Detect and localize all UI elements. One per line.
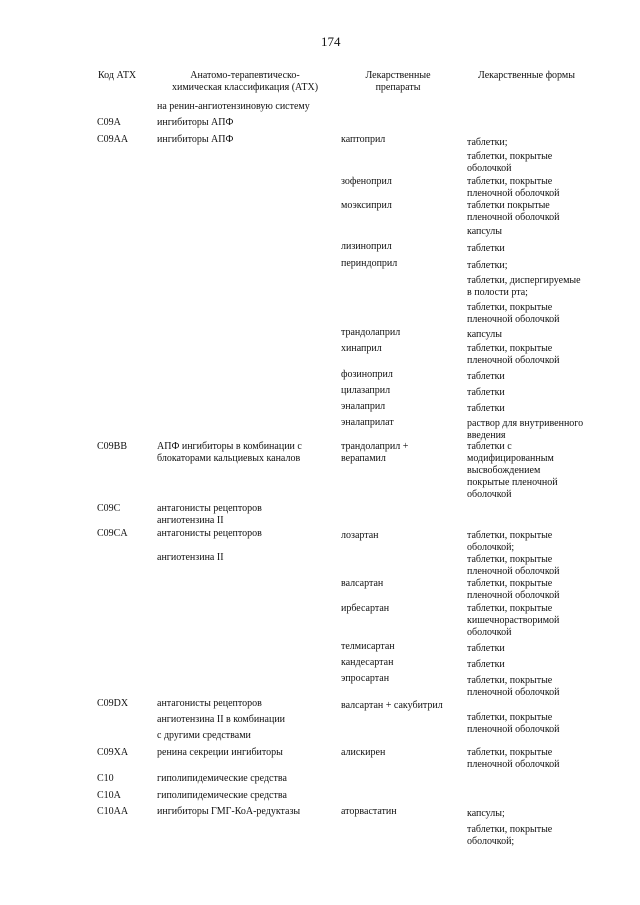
table-cell: хинаприл xyxy=(341,343,382,354)
header-drugs-line1: Лекарственные xyxy=(365,70,431,81)
table-cell: C10A xyxy=(97,790,121,801)
table-cell: таблетки xyxy=(467,659,505,670)
table-cell: ангиотензина II в комбинации xyxy=(157,714,286,725)
table-cell: таблетки xyxy=(467,371,505,382)
table-cell: валсартан xyxy=(341,578,384,589)
table-cell: таблетки, покрытые xyxy=(467,554,553,565)
table-cell: таблетки, покрытые xyxy=(467,578,553,589)
table-cell: валсартан + сакубитрил xyxy=(341,700,443,711)
table-cell: таблетки, покрытые xyxy=(467,176,553,187)
table-cell: оболочкой; xyxy=(467,542,515,553)
table-cell: эпросартан xyxy=(341,673,390,684)
table-cell: трандолаприл xyxy=(341,327,401,338)
table-cell: ангиотензина II xyxy=(157,515,224,526)
table-cell: алискирен xyxy=(341,747,386,758)
table-cell: пленочной оболочкой xyxy=(467,590,560,601)
table-cell: таблетки; xyxy=(467,260,508,271)
table-cell: C09BB xyxy=(97,441,128,452)
table-cell: оболочкой xyxy=(467,627,512,638)
table-cell: оболочкой xyxy=(467,489,512,500)
table-cell: таблетки xyxy=(467,387,505,398)
table-cell: лизиноприл xyxy=(341,241,392,252)
table-cell: оболочкой; xyxy=(467,836,515,847)
table-cell: таблетки xyxy=(467,403,505,414)
table-cell: таблетки, покрытые xyxy=(467,151,553,162)
table-cell: капсулы xyxy=(467,226,502,237)
table-cell: таблетки, покрытые xyxy=(467,343,553,354)
table-cell: пленочной оболочкой xyxy=(467,566,560,577)
table-cell: на ренин-ангиотензиновую систему xyxy=(157,101,310,112)
table-cell: аторвастатин xyxy=(341,806,397,817)
table-cell: цилазаприл xyxy=(341,385,391,396)
table-cell: с другими средствами xyxy=(157,730,251,741)
header-classification-line2: химическая классификация (АТХ) xyxy=(171,82,319,93)
table-cell: высвобождением xyxy=(467,465,541,476)
table-cell: кандесартан xyxy=(341,657,394,668)
table-cell: АПФ ингибиторы в комбинации с xyxy=(157,441,302,452)
table-cell: таблетки; xyxy=(467,137,508,148)
table-cell: гиполипидемические средства xyxy=(157,773,287,784)
table-cell: гиполипидемические средства xyxy=(157,790,287,801)
table-cell: фозиноприл xyxy=(341,369,393,380)
table-cell: пленочной оболочкой xyxy=(467,314,560,325)
table-cell: таблетки, покрытые xyxy=(467,712,553,723)
table-cell: таблетки, диспергируемые xyxy=(467,275,581,286)
table-cell: покрытые пленочной xyxy=(467,477,558,488)
table-cell: телмисартан xyxy=(341,641,395,652)
table-cell: C09C xyxy=(97,503,121,514)
table-cell: пленочной оболочкой xyxy=(467,212,560,223)
table-cell: ингибиторы АПФ xyxy=(157,117,234,128)
table-cell: ирбесартан xyxy=(341,603,390,614)
table-cell: капсулы xyxy=(467,329,502,340)
table-cell: C09AA xyxy=(97,134,129,145)
table-cell: таблетки xyxy=(467,243,505,254)
table-cell: C10AA xyxy=(97,806,129,817)
table-cell: ангиотензина II xyxy=(157,552,224,563)
table-cell: зофеноприл xyxy=(341,176,392,187)
table-cell: эналаприлат xyxy=(341,417,394,428)
table-cell: пленочной оболочкой xyxy=(467,724,560,735)
table-cell: каптоприл xyxy=(341,134,386,145)
table-cell: в полости рта; xyxy=(467,287,528,298)
table-cell: кишечнорастворимой xyxy=(467,615,560,626)
table-cell: ингибиторы ГМГ-КоА-редуктазы xyxy=(157,806,301,817)
table-cell: C10 xyxy=(97,773,114,784)
table-cell: C09CA xyxy=(97,528,128,539)
table-cell: таблетки, покрытые xyxy=(467,530,553,541)
table-cell: таблетки покрытые xyxy=(467,200,550,211)
table-cell: C09XA xyxy=(97,747,129,758)
header-forms: Лекарственные формы xyxy=(478,70,575,81)
table-cell: таблетки с xyxy=(467,441,512,452)
header-classification-line1: Анатомо-терапевтическо- xyxy=(190,70,300,81)
table-cell: таблетки, покрытые xyxy=(467,747,553,758)
header-code: Код АТХ xyxy=(98,70,137,81)
table-cell: таблетки, покрытые xyxy=(467,302,553,313)
table-cell: таблетки, покрытые xyxy=(467,603,553,614)
table-cell: введения xyxy=(467,430,506,441)
table-cell: C09DX xyxy=(97,698,129,709)
table-cell: раствор для внутривенного xyxy=(467,418,584,429)
table-cell: антагонисты рецепторов xyxy=(157,528,262,539)
table-cell: оболочкой xyxy=(467,163,512,174)
table-cell: таблетки xyxy=(467,643,505,654)
table-cell: таблетки, покрытые xyxy=(467,675,553,686)
page-number: 174 xyxy=(321,34,341,49)
table-cell: антагонисты рецепторов xyxy=(157,698,262,709)
table-cell: ингибиторы АПФ xyxy=(157,134,234,145)
table-cell: лозартан xyxy=(341,530,379,541)
header-drugs-line2: препараты xyxy=(375,82,421,93)
table-cell: ренина секреции ингибиторы xyxy=(157,747,283,758)
table-cell: эналаприл xyxy=(341,401,386,412)
table-cell: периндоприл xyxy=(341,258,398,269)
table-cell: блокаторами кальциевых каналов xyxy=(157,453,301,464)
table-cell: пленочной оболочкой xyxy=(467,188,560,199)
table-cell: таблетки, покрытые xyxy=(467,824,553,835)
table-cell: антагонисты рецепторов xyxy=(157,503,262,514)
table-cell: верапамил xyxy=(341,453,386,464)
table-cell: пленочной оболочкой xyxy=(467,687,560,698)
table-cell: моэксиприл xyxy=(341,200,392,211)
table-cell: пленочной оболочкой xyxy=(467,759,560,770)
table-cell: капсулы; xyxy=(467,808,505,819)
table-cell: C09A xyxy=(97,117,121,128)
table-cell: трандолаприл + xyxy=(341,441,409,452)
table-cell: модифицированным xyxy=(467,453,554,464)
table-cell: пленочной оболочкой xyxy=(467,355,560,366)
